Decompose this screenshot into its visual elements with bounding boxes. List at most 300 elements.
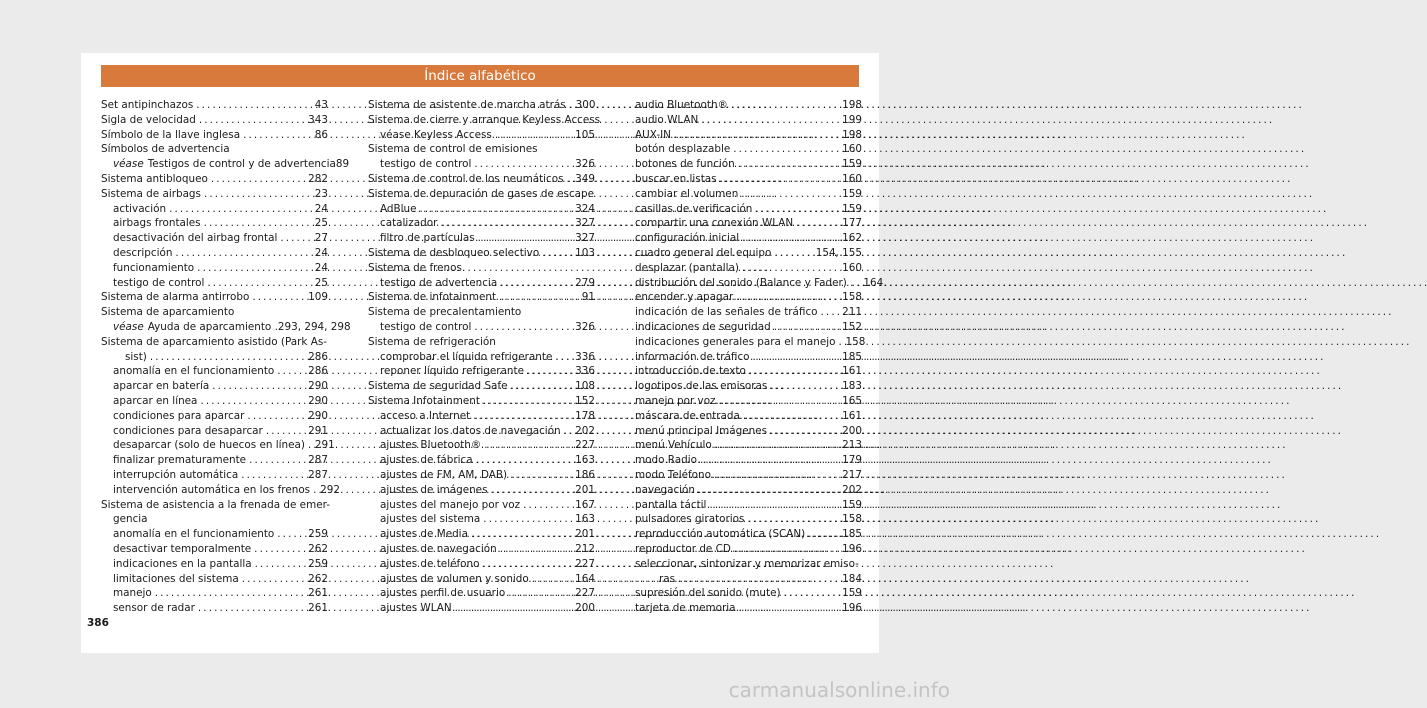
entry-label: desaparcar (solo de huecos en línea) <box>113 439 305 452</box>
entry-label: buscar en listas <box>635 172 717 185</box>
index-entry <box>635 586 862 601</box>
entry-page: 200 <box>842 424 862 437</box>
index-entry <box>101 586 328 601</box>
index-entry <box>101 128 328 143</box>
index-entry <box>635 98 862 113</box>
dot-leader <box>532 572 572 587</box>
index-entry <box>368 290 595 305</box>
index-entry <box>635 202 862 217</box>
index-entry <box>635 409 862 424</box>
entry-page: 152 <box>575 394 595 407</box>
entry-page: 286 <box>308 365 328 378</box>
entry-page: 293, 294, 298 <box>277 320 351 333</box>
entry-label: Sigla de velocidad <box>101 113 196 126</box>
entry-label: testigo de control <box>380 158 472 171</box>
entry-page: 198 <box>842 128 862 141</box>
index-entry <box>635 512 862 527</box>
dot-leader <box>739 601 840 616</box>
entry-label: ajustes WLAN <box>380 602 452 615</box>
dot-leader <box>821 305 840 320</box>
entry-page: 336 <box>575 365 595 378</box>
index-heading: Símbolos de advertencia <box>101 143 230 156</box>
entry-label: ajustes Bluetooth® <box>380 439 482 452</box>
index-heading: Sistema de aparcamiento <box>101 306 235 319</box>
page-title: Índice alfabético <box>101 65 859 87</box>
entry-label: condiciones para aparcar <box>113 409 245 422</box>
entry-label: indicaciones en la pantalla <box>113 557 252 570</box>
entry-page: 200 <box>575 602 595 615</box>
dot-leader <box>555 350 572 365</box>
index-entry <box>368 483 595 498</box>
entry-page: 227 <box>575 587 595 600</box>
index-entry <box>635 498 862 513</box>
entry-page: 287 <box>308 454 328 467</box>
index-entry <box>101 290 328 305</box>
entry-label: cambiar el volumen <box>635 187 739 200</box>
index-column-1 <box>101 98 351 616</box>
entry-label: audio WLAN <box>635 113 699 126</box>
index-entry <box>368 320 595 335</box>
entry-label: Sistema Infotainment <box>368 394 480 407</box>
index-entry <box>368 409 595 424</box>
entry-label: desactivar temporalmente <box>113 542 252 555</box>
index-entry <box>635 468 862 483</box>
entry-label: reproductor de CD <box>635 542 731 555</box>
index-entry <box>635 335 866 350</box>
dot-leader <box>500 542 572 557</box>
dot-leader <box>200 394 305 409</box>
entry-label: acceso a Internet <box>380 409 471 422</box>
reference-target: Testigos de control y de advertencia <box>147 158 336 171</box>
entry-page: 261 <box>308 587 328 600</box>
entry-label: testigo de control <box>113 276 205 289</box>
index-entry <box>635 572 862 587</box>
dot-leader <box>473 409 572 424</box>
dot-leader <box>204 187 312 202</box>
dot-leader <box>564 424 573 439</box>
index-entry <box>635 128 862 143</box>
index-entry <box>368 216 595 231</box>
index-entry <box>368 527 595 542</box>
index-entry <box>635 216 862 231</box>
dot-leader <box>734 542 839 557</box>
entry-page: 162 <box>842 232 862 245</box>
entry-page: 227 <box>575 557 595 570</box>
entry-label: sist) <box>125 350 147 363</box>
entry-page: 160 <box>842 172 862 185</box>
index-entry <box>635 453 862 468</box>
dot-leader <box>252 290 305 305</box>
entry-page: 25 <box>314 217 328 230</box>
index-heading-continuation: gencia <box>113 513 148 526</box>
index-entry <box>368 350 595 365</box>
dot-leader <box>567 172 573 187</box>
entry-page: 167 <box>575 498 595 511</box>
index-entry <box>368 424 595 439</box>
index-heading: Sistema de aparcamiento asistido (Park As- <box>101 335 328 348</box>
dot-leader <box>420 202 573 217</box>
dot-leader <box>155 586 305 601</box>
index-entry <box>368 498 595 513</box>
index-entry <box>101 572 328 587</box>
entry-page: 213 <box>842 439 862 452</box>
entry-page: 292 <box>320 483 340 496</box>
entry-page: 290 <box>308 380 328 393</box>
index-entry <box>368 98 595 113</box>
entry-label: Sistema de alarma antirrobo <box>101 291 250 304</box>
index-entry <box>368 557 595 572</box>
dot-leader <box>484 438 572 453</box>
entry-page: 177 <box>842 217 862 230</box>
index-entry <box>101 276 328 291</box>
index-heading: seleccionar, sintonizar y memorizar emiso- <box>635 557 859 570</box>
entry-page: 105 <box>575 128 595 141</box>
dot-leader <box>254 542 305 557</box>
index-entry <box>368 172 595 187</box>
dot-leader <box>476 453 573 468</box>
index-entry <box>101 557 328 572</box>
entry-label: limitaciones del sistema <box>113 572 239 585</box>
dot-leader <box>731 98 839 113</box>
page-number: 386 <box>87 617 109 629</box>
dot-leader <box>197 261 312 276</box>
dot-leader <box>714 468 839 483</box>
index-entry <box>101 172 328 187</box>
entry-page: 212 <box>575 542 595 555</box>
dot-leader <box>755 202 839 217</box>
index-entry <box>101 424 328 439</box>
entry-page: 163 <box>575 454 595 467</box>
index-entry <box>101 394 328 409</box>
entry-page: 160 <box>842 261 862 274</box>
entry-page: 161 <box>842 409 862 422</box>
index-entry <box>101 453 328 468</box>
index-heading: Sistema de precalentamiento <box>368 306 522 319</box>
index-entry <box>368 157 595 172</box>
index-entry <box>635 364 862 379</box>
index-entry <box>368 379 595 394</box>
index-entry <box>635 394 862 409</box>
entry-page: 262 <box>308 542 328 555</box>
entry-label: Sistema de seguridad Safe <box>368 380 508 393</box>
entry-page: 186 <box>575 468 595 481</box>
dot-leader <box>808 527 839 542</box>
index-entry <box>101 542 328 557</box>
entry-label: testigo de advertencia <box>380 276 498 289</box>
index-cross-reference <box>101 320 351 335</box>
entry-page: 262 <box>308 572 328 585</box>
dot-leader <box>313 483 317 498</box>
dot-leader <box>482 557 572 572</box>
dot-leader <box>774 320 839 335</box>
index-heading: Sistema de frenos <box>368 261 462 274</box>
entry-page: 164 <box>863 276 884 289</box>
entry-label: supresión del sonido (mute) <box>635 587 781 600</box>
entry-page: 24 <box>314 246 328 259</box>
dot-leader <box>483 394 572 409</box>
entry-label: información de tráfico <box>635 350 750 363</box>
dot-leader <box>471 527 572 542</box>
index-entry <box>635 187 862 202</box>
entry-label: interrupción automática <box>113 468 239 481</box>
index-entry <box>635 157 862 172</box>
index-entry <box>101 379 328 394</box>
dot-leader <box>199 113 305 128</box>
entry-page: 159 <box>842 202 862 215</box>
dot-leader <box>495 128 572 143</box>
dot-leader <box>796 216 839 231</box>
index-entry <box>635 320 862 335</box>
entry-label: Sistema antibloqueo <box>101 172 208 185</box>
entry-label: manejo <box>113 587 152 600</box>
dot-leader <box>241 468 305 483</box>
dot-leader <box>212 379 305 394</box>
dot-leader <box>569 98 573 113</box>
entry-page: 161 <box>842 365 862 378</box>
entry-page: 158 <box>842 291 862 304</box>
dot-leader <box>478 231 572 246</box>
index-entry <box>101 350 328 365</box>
entry-page: 89 <box>335 158 350 171</box>
dot-leader <box>742 261 839 276</box>
entry-page: 159 <box>842 587 862 600</box>
entry-page: 196 <box>842 602 862 615</box>
entry-label: finalizar prematuramente <box>113 454 247 467</box>
dot-leader <box>277 364 305 379</box>
entry-label: reproducción automática (SCAN) <box>635 528 806 541</box>
dot-leader <box>774 246 812 261</box>
entry-page: 326 <box>575 158 595 171</box>
entry-label: aparcar en batería <box>113 380 210 393</box>
entry-page: 336 <box>575 350 595 363</box>
entry-label: ajustes de FM, AM, DAB) <box>380 468 508 481</box>
entry-label: comprobar el líquido refrigerante <box>380 350 553 363</box>
entry-label: ajustes de fábrica <box>380 454 473 467</box>
entry-page: 211 <box>842 306 862 319</box>
dot-leader <box>770 424 839 439</box>
index-entry <box>368 438 595 453</box>
index-cross-reference <box>101 157 350 172</box>
index-entry <box>635 379 862 394</box>
entry-label: casillas de verificación <box>635 202 753 215</box>
entry-page: 183 <box>842 380 862 393</box>
index-heading: Sistema de refrigeración <box>368 335 496 348</box>
entry-label: Sistema de airbags <box>101 187 201 200</box>
index-entry <box>635 350 862 365</box>
dot-leader <box>211 172 305 187</box>
entry-page: 152 <box>842 320 862 333</box>
entry-label: ajustes de Media <box>380 528 468 541</box>
entry-page: 201 <box>575 528 595 541</box>
entry-page: 158 <box>845 335 866 348</box>
dot-leader <box>483 512 572 527</box>
entry-page: 185 <box>842 528 862 541</box>
entry-page: 287 <box>308 468 328 481</box>
entry-page: 201 <box>575 483 595 496</box>
entry-label: AUX-IN <box>635 128 671 141</box>
entry-label: ajustes de imágenes <box>380 483 488 496</box>
entry-label: distribución del sonido (Balance y Fader) . <box>635 276 854 289</box>
entry-page: 227 <box>575 439 595 452</box>
entry-page: 163 <box>575 513 595 526</box>
dot-leader <box>753 350 840 365</box>
index-entry <box>101 261 328 276</box>
dot-leader <box>207 276 311 291</box>
dot-leader <box>733 142 839 157</box>
entry-page: 158 <box>842 513 862 526</box>
entry-label: catalizador <box>380 217 438 230</box>
entry-page: 327 <box>575 217 595 230</box>
entry-label: Sistema de desbloqueo selectivo <box>368 246 540 259</box>
index-entry <box>635 438 862 453</box>
index-entry <box>635 290 862 305</box>
index-entry <box>368 572 595 587</box>
entry-page: 282 <box>308 172 328 185</box>
dot-leader <box>698 483 839 498</box>
dot-leader <box>741 187 839 202</box>
entry-page: 300 <box>575 99 596 111</box>
dot-leader <box>719 394 840 409</box>
dot-leader <box>510 468 572 483</box>
index-entry <box>635 305 862 320</box>
dot-leader <box>742 231 839 246</box>
index-column-3 <box>635 98 884 616</box>
entry-page: 290 <box>308 409 328 422</box>
entry-label: botón desplazable <box>635 143 731 156</box>
index-entry <box>101 246 328 261</box>
entry-page: 164 <box>575 572 595 585</box>
index-entry <box>635 261 862 276</box>
entry-page: 349 <box>575 172 595 185</box>
entry-label: desactivación del airbag frontal <box>113 232 278 245</box>
entry-label: anomalía en el funcionamiento <box>113 365 275 378</box>
entry-label: véase Keyless Access <box>380 128 492 141</box>
entry-page: 327 <box>575 232 595 245</box>
entry-page: 27 <box>314 232 328 245</box>
entry-label: desplazar (pantalla) <box>635 261 739 274</box>
index-entry <box>635 276 884 291</box>
index-heading: Sistema de control de emisiones <box>368 143 538 156</box>
dot-leader <box>196 98 312 113</box>
dot-leader <box>169 202 312 217</box>
entry-page: 290 <box>308 394 328 407</box>
entry-label: intervención automática en los frenos <box>113 483 311 496</box>
entry-label: indicaciones generales para el manejo <box>635 335 836 348</box>
index-entry <box>101 364 328 379</box>
index-entry <box>101 438 335 453</box>
index-entry <box>101 98 328 113</box>
reference-target: Ayuda de aparcamiento . <box>147 320 278 333</box>
entry-label: introducción de texto <box>635 365 746 378</box>
dot-leader <box>743 409 839 424</box>
entry-label: menú Vehículo <box>635 439 712 452</box>
index-entry <box>101 601 328 616</box>
entry-page: 202 <box>575 424 595 437</box>
entry-label: ajustes del sistema <box>380 513 481 526</box>
index-entry <box>368 586 595 601</box>
index-entry <box>101 231 328 246</box>
entry-label: ras <box>659 572 676 585</box>
entry-label: Símbolo de la llave inglesa <box>101 128 241 141</box>
entry-page: 159 <box>842 158 862 171</box>
entry-page: 25 <box>314 276 328 289</box>
entry-label: menú principal Imágenes <box>635 424 768 437</box>
entry-page: 286 <box>308 350 328 363</box>
index-entry <box>101 483 340 498</box>
index-entry <box>101 202 328 217</box>
index-entry <box>368 453 595 468</box>
dot-leader <box>720 172 840 187</box>
entry-page: 109 <box>308 291 328 304</box>
entry-page: 154, 155 <box>815 246 862 259</box>
entry-page: 217 <box>842 468 862 481</box>
entry-page: 259 <box>308 557 328 570</box>
index-entry <box>101 409 328 424</box>
index-entry <box>635 424 862 439</box>
index-entry <box>635 246 862 261</box>
index-entry <box>101 527 328 542</box>
dot-leader <box>490 483 572 498</box>
dot-leader <box>747 512 839 527</box>
entry-label: modo Teléfono <box>635 468 711 481</box>
dot-leader <box>474 157 572 172</box>
entry-page: 103 <box>575 246 595 259</box>
watermark: carmanualsonline.info <box>728 678 950 702</box>
index-entry <box>368 202 595 217</box>
entry-page: 23 <box>314 187 328 200</box>
entry-label: condiciones para desaparcar <box>113 424 263 437</box>
entry-label: ajustes de volumen y sonido <box>380 572 529 585</box>
index-heading: Sistema de cierre y arranque Keyless Access <box>368 113 601 126</box>
entry-label: máscara de entrada <box>635 409 740 422</box>
entry-label: indicación de las señales de tráfico <box>635 306 818 319</box>
index-entry <box>101 468 328 483</box>
dot-leader <box>770 379 839 394</box>
index-page <box>81 53 884 653</box>
dot-leader <box>255 557 306 572</box>
dot-leader <box>508 586 572 601</box>
index-entry <box>368 394 595 409</box>
entry-page: 184 <box>842 572 862 585</box>
dot-leader <box>150 350 305 365</box>
index-entry <box>368 276 595 291</box>
index-entry <box>635 527 862 542</box>
dot-leader <box>510 379 572 394</box>
dot-leader <box>700 453 839 468</box>
index-entry <box>101 216 328 231</box>
entry-label: actualizar los datos de navegación <box>380 424 561 437</box>
dot-leader <box>784 586 840 601</box>
index-entry <box>101 113 328 128</box>
dot-leader <box>856 276 860 291</box>
dot-leader <box>715 438 839 453</box>
entry-page: 202 <box>842 483 862 496</box>
index-entry <box>635 113 862 128</box>
entry-page: 259 <box>308 528 328 541</box>
dot-leader <box>527 364 572 379</box>
see-also-label: véase <box>113 320 144 333</box>
dot-leader <box>736 290 839 305</box>
entry-label: Sistema de asistente de marcha atrás <box>368 99 566 111</box>
index-entry <box>368 231 595 246</box>
dot-leader <box>738 157 839 172</box>
entry-label: logotipos de las emisoras <box>635 380 768 393</box>
dot-leader <box>499 290 579 305</box>
entry-label: ajustes de teléfono <box>380 557 480 570</box>
entry-page: 159 <box>842 498 862 511</box>
entry-label: cuadro general del equipo <box>635 246 772 259</box>
dot-leader <box>701 113 839 128</box>
